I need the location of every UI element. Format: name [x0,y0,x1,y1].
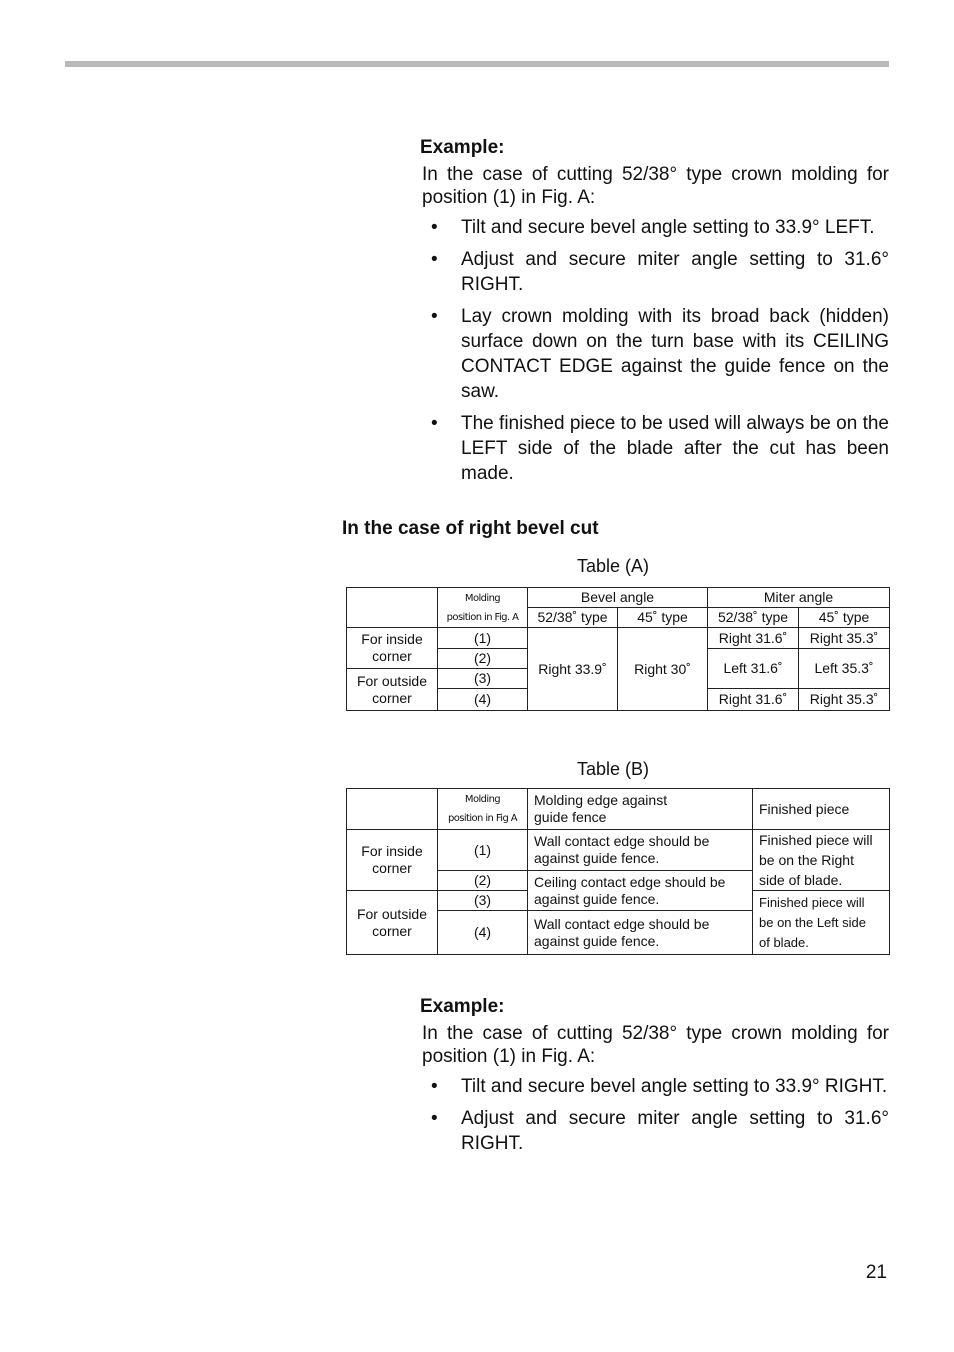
example-bullet-list [420,215,889,486]
table-b-position: (3) [438,891,528,911]
top-rule [65,61,889,67]
table-b-inside-corner [347,830,438,891]
cell-line: corner [372,648,412,664]
bullet-text: Tilt and secure bevel angle setting to 33.9° LEFT. [461,217,875,238]
bullet-dot-icon: • [431,217,438,238]
table-a-miter-52: Left 31.6˚ [708,649,799,689]
table-a-miter-52: Right 31.6˚ [708,689,799,711]
bullet-dot-icon: • [431,306,438,327]
cell-line: corner [372,689,412,706]
header-line: Molding [464,592,501,604]
cell-line: against guide fence. [534,932,660,949]
bullet-item [420,215,889,240]
cell-line: Wall contact edge should be [534,833,710,849]
table-b-edge-cell [528,871,753,911]
example-bullet-list [420,1074,889,1156]
example-intro: In the case of cutting 52/38° type crown molding for position (1) in Fig. A: [422,164,889,208]
header-line: position in Fig. A [446,611,519,623]
table-a-miter-52: Right 31.6˚ [708,628,799,649]
bullet-text: Adjust and secure miter angle setting to 31.6° RIGHT. [461,249,889,295]
table-b-position: (2) [438,871,528,891]
bullet-item [420,247,889,297]
table-a-sub-52-38: 52/38˚ type [708,608,799,628]
bullet-text: Adjust and secure miter angle setting to 31.6° RIGHT. [461,1108,889,1154]
cell-line: of blade. [759,934,809,950]
bullet-dot-icon: • [431,249,438,270]
table-a-header-miter: Miter angle [708,588,890,608]
bullet-item [420,304,889,404]
table-a-inside-corner [347,628,438,669]
header-line: Molding edge against [534,792,668,808]
table-a [346,587,890,711]
bullet-text: Tilt and secure bevel angle setting to 33.9° RIGHT. [461,1076,888,1097]
example-heading: Example: [420,137,505,158]
cell-line: Ceiling contact edge should be [534,873,726,890]
table-b-header-molding [438,789,528,830]
cell-line: side of blade. [759,872,843,888]
cell-line: against guide fence. [534,890,660,907]
bullet-text: The finished piece to be used will always be on the LEFT side of the blade after the cut has been made. [461,413,889,484]
table-b-position: (1) [438,830,528,871]
table-a-miter-45: Left 35.3˚ [799,649,890,689]
table-b-header-edge [528,789,753,830]
cell-line: For outside [356,905,428,922]
cell-line: be on the Left side [759,914,866,930]
cell-line: Finished piece will [759,832,873,848]
cell-line: against guide fence. [534,850,660,866]
bullet-item [420,1074,889,1099]
bullet-item [420,411,889,486]
table-b-edge-cell [528,830,753,871]
table-b-edge-cell [528,911,753,955]
table-a-bevel-45: Right 30˚ [618,628,708,711]
table-a-bevel-52: Right 33.9˚ [528,628,618,711]
cell-line: Finished piece will [759,894,865,910]
bullet-dot-icon: • [431,413,438,434]
cell-line: For outside [356,672,428,689]
bullet-dot-icon: • [431,1076,438,1097]
table-a-position: (4) [438,689,528,711]
example-heading: Example: [420,996,505,1017]
table-b-position: (4) [438,911,528,955]
bullet-item [420,1106,889,1156]
example-top [420,137,889,493]
cell-line: For inside [361,631,423,647]
table-a-miter-45: Right 35.3˚ [799,689,890,711]
example-intro: In the case of cutting 52/38° type crown molding for position (1) in Fig. A: [422,1023,889,1067]
table-a-caption: Table (A) [577,556,650,576]
table-b-finished-right [753,830,890,891]
bullet-dot-icon: • [431,1108,438,1129]
cell-line: For inside [361,843,423,859]
table-b-corner-cell [347,789,438,830]
header-line: position in Fig A [447,813,518,824]
example-bottom [420,996,889,1163]
table-b-caption: Table (B) [577,759,650,779]
header-line: Molding [464,794,501,805]
table-a-header-molding [438,588,528,628]
header-line: guide fence [534,809,607,825]
section-title: In the case of right bevel cut [342,518,599,539]
table-a-miter-45: Right 35.3˚ [799,628,890,649]
table-a-sub-45: 45˚ type [618,608,708,628]
table-b-header-finished: Finished piece [753,789,890,830]
table-a-sub-45: 45˚ type [799,608,890,628]
table-a-position: (2) [438,649,528,669]
table-b [346,788,890,955]
table-a-sub-52-38: 52/38˚ type [528,608,618,628]
table-a-position: (1) [438,628,528,649]
cell-line: corner [372,922,412,939]
cell-line: corner [372,860,412,876]
table-b-finished-left [753,891,890,955]
bullet-text: Lay crown molding with its broad back (hidden) surface down on the turn base with its CEILING CONTACT EDGE against the guide fence on the saw. [461,306,889,402]
page-number: 21 [865,1262,887,1283]
cell-line: be on the Right [759,852,854,868]
table-b-outside-corner [347,891,438,955]
table-a-outside-corner [347,669,438,711]
table-a-header-bevel: Bevel angle [528,588,708,608]
cell-line: Wall contact edge should be [534,915,710,932]
table-a-position: (3) [438,669,528,689]
table-a-corner-cell [347,588,438,628]
